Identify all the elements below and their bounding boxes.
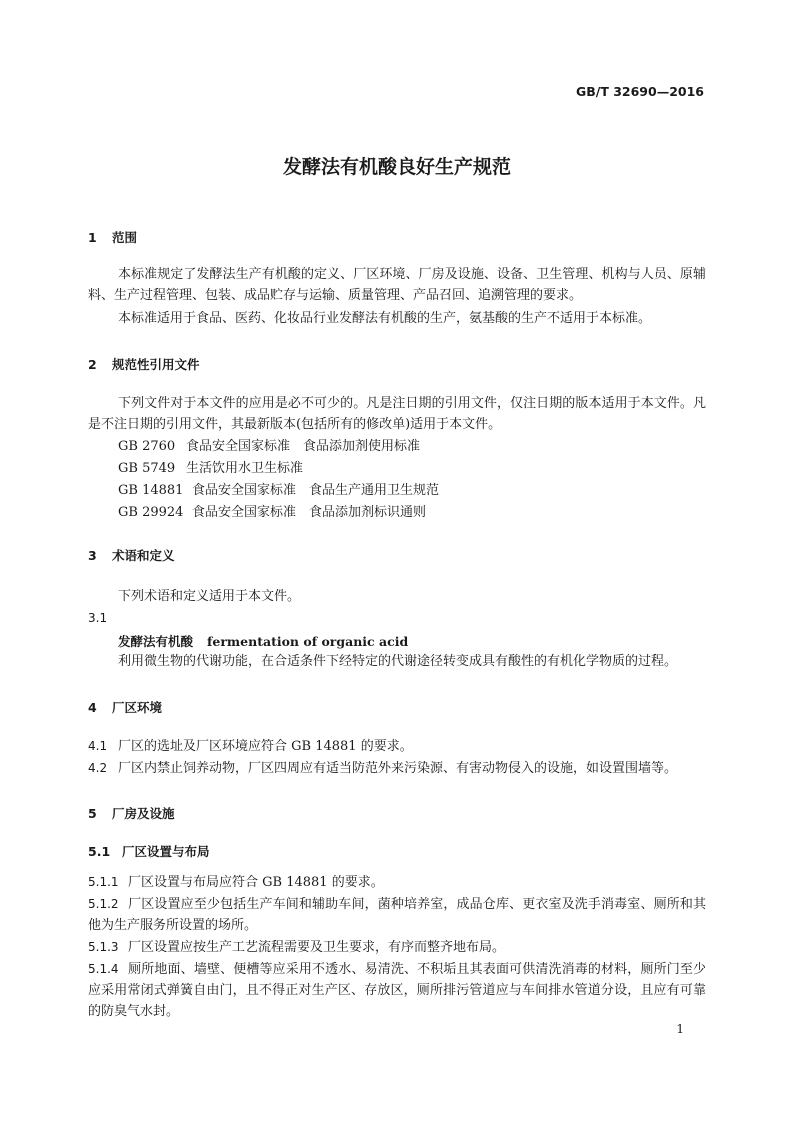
- section-title: 厂区环境: [112, 700, 163, 715]
- section-number: 4: [88, 700, 97, 715]
- reference-code: GB 2760: [118, 439, 176, 454]
- section-5-heading: [88, 804, 175, 822]
- clause-text: 厂区设置应至少包括生产车间和辅助车间，菌种培养室，成品仓库、更衣室及洗手消毒室、厕所和其他为生产服务所设置的场所。: [88, 897, 706, 933]
- clause-text: 厂区的选址及厂区环境应符合 GB 14881 的要求。: [118, 739, 413, 754]
- reference-code: GB 29924: [118, 505, 184, 520]
- section-title: 范围: [112, 230, 138, 245]
- section-1-paragraph-2: 本标准适用于食品、医药、化妆品行业发酵法有机酸的生产，氨基酸的生产不适用于本标准。: [118, 311, 652, 326]
- subsection-5-1-heading: [88, 842, 210, 860]
- term-chinese: 发酵法有机酸: [118, 634, 194, 649]
- section-3-heading: [88, 546, 175, 564]
- reference-title: 生活饮用水卫生标准: [186, 461, 304, 476]
- subsection-number: 5.1: [88, 844, 111, 859]
- clause-text: 厂区设置应按生产工艺流程需要及卫生要求，有序而整齐地布局。: [128, 940, 506, 955]
- section-4-heading: [88, 698, 162, 716]
- clause-5-1-3: [88, 937, 706, 958]
- reference-item: [118, 480, 439, 501]
- reference-code: GB 14881: [118, 483, 184, 498]
- standard-code: GB/T 32690—2016: [575, 84, 704, 99]
- term-english: fermentation of organic acid: [207, 634, 409, 649]
- section-number: 5: [88, 806, 97, 821]
- section-2-heading: [88, 355, 200, 373]
- section-2-paragraph-1: 下列文件对于本文件的应用是必不可少的。凡是注日期的引用文件，仅注日期的版本适用于本文件。凡是不注日期的引用文件，其最新版本(包括所有的修改单)适用于本文件。: [88, 396, 706, 432]
- section-title: 术语和定义: [112, 548, 175, 563]
- reference-item: [118, 458, 303, 479]
- section-title: 规范性引用文件: [112, 357, 200, 372]
- section-number: 1: [88, 230, 97, 245]
- reference-item: [118, 502, 426, 523]
- clause-number: 3.1: [88, 611, 108, 625]
- section-number: 3: [88, 548, 97, 563]
- clause-5-1-2: [88, 894, 706, 936]
- section-1-paragraph-1: 本标准规定了发酵法生产有机酸的定义、厂区环境、厂房及设施、设备、卫生管理、机构与人员、原辅料、生产过程管理、包装、成品贮存与运输、质量管理、产品召回、追溯管理的要求。: [88, 267, 706, 303]
- reference-title: 食品安全国家标准 食品生产通用卫生规范: [192, 483, 440, 498]
- clause-5-1-4: [88, 959, 706, 1022]
- reference-title: 食品安全国家标准 食品添加剂使用标准: [186, 439, 421, 454]
- section-number: 2: [88, 357, 97, 372]
- clause-number: 4.1: [88, 739, 108, 753]
- page-number: 1: [676, 1022, 684, 1036]
- section-title: 厂房及设施: [112, 806, 175, 821]
- clause-number: 5.1.1: [88, 875, 119, 889]
- clause-text: 厂区设置与布局应符合 GB 14881 的要求。: [128, 875, 384, 890]
- section-3-paragraph-1: 下列术语和定义适用于本文件。: [118, 589, 301, 604]
- clause-text: 厂区内禁止饲养动物，厂区四周应有适当防范外来污染源、有害动物侵入的设施，如设置围墙等。: [118, 761, 678, 776]
- clause-number: 4.2: [88, 761, 108, 775]
- clause-number: 5.1.3: [88, 940, 119, 954]
- clause-number: 5.1.4: [88, 962, 119, 976]
- reference-item: [118, 436, 420, 457]
- clause-number: 5.1.2: [88, 897, 119, 911]
- subsection-title: 厂区设置与布局: [122, 844, 210, 859]
- clause-text: 厕所地面、墙壁、便槽等应采用不透水、易清洗、不积垢且其表面可供清洗消毒的材料，厕所门至少应采用常闭式弹簧自由门，且不得正对生产区、存放区，厕所排污管道应与车间排水管道分设，且应有可靠的防臭气水封。: [88, 962, 706, 1019]
- clause-4-2: [88, 758, 706, 779]
- term-entry: [118, 632, 408, 650]
- section-1-heading: [88, 228, 137, 246]
- clause-4-1: [88, 736, 706, 757]
- clause-5-1-1: [88, 872, 706, 893]
- reference-code: GB 5749: [118, 461, 176, 476]
- term-definition: 利用微生物的代谢功能，在合适条件下经特定的代谢途径转变成具有酸性的有机化学物质的过程。: [118, 654, 678, 669]
- document-title: 发酵法有机酸良好生产规范: [282, 156, 511, 178]
- reference-title: 食品安全国家标准 食品添加剂标识通则: [192, 505, 427, 520]
